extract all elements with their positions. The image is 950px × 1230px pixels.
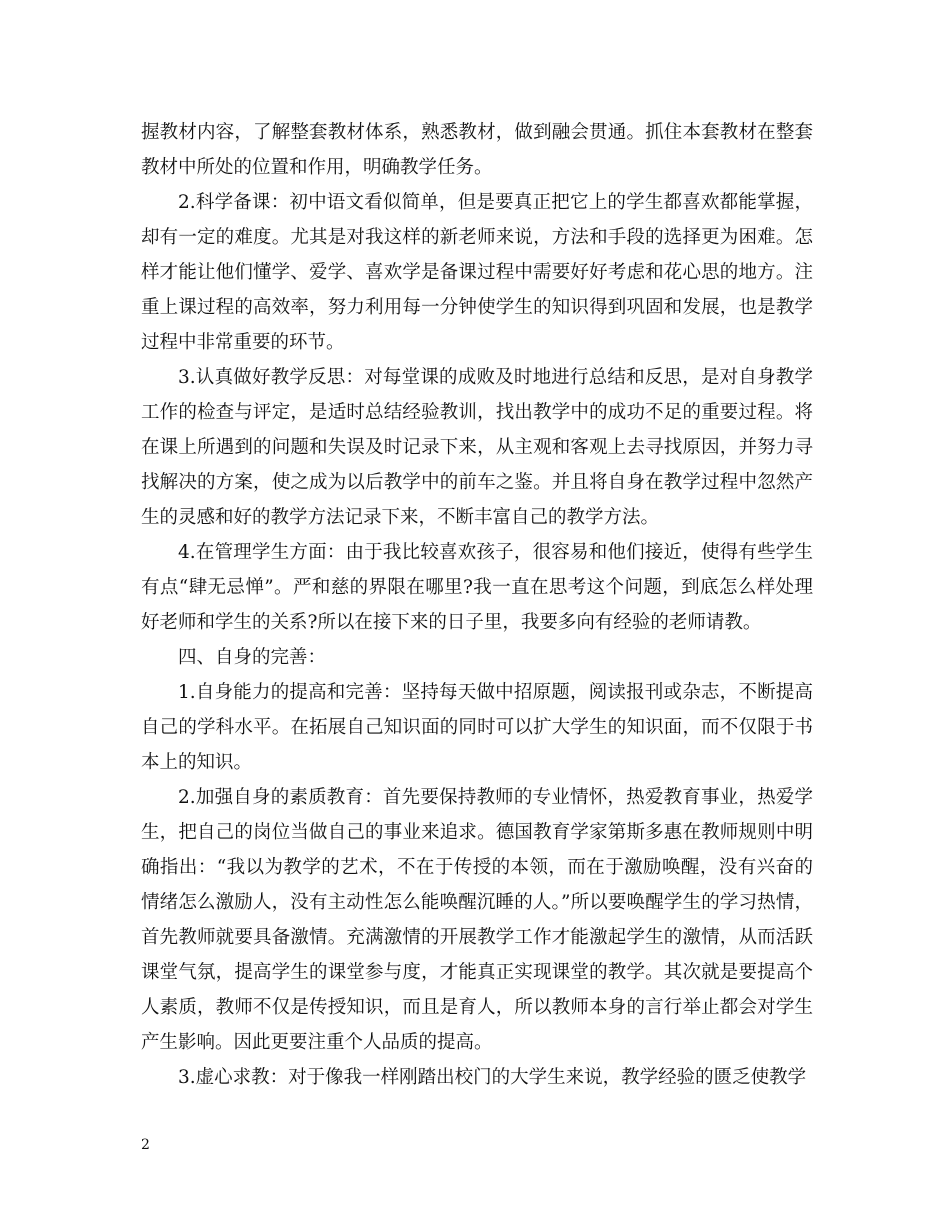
paragraph: 4.在管理学生方面：由于我比较喜欢孩子，很容易和他们接近，使得有些学生有点“肆无忌惮”。严和慈的界限在哪里?我一直在思考这个问题，到底怎么样处理好老师和学生的关系?所以在接下来的日子里，我要多向有经验的老师请教。	[141, 542, 813, 633]
paragraph: 2.科学备课：初中语文看似简单，但是要真正把它上的学生都喜欢都能掌握，却有一定的难度。尤其是对我这样的新老师来说，方法和手段的选择更为困难。怎样才能让他们懂学、爱学、喜欢学是备课过程中需要好好考虑和花心思的地方。注重上课过程的高效率，努力利用每一分钟使学生的知识得到巩固和发展，也是教学过程中非常重要的环节。	[141, 192, 813, 353]
section-heading: 四、自身的完善：	[178, 647, 327, 668]
paragraph: 3.虚心求教：对于像我一样刚踏出校门的大学生来说，教学经验的匮乏使教学	[178, 1067, 807, 1088]
paragraph: 2.加强自身的素质教育：首先要保持教师的专业情怀，热爱教育事业，热爱学生，把自己的岗位当做自己的事业来追求。德国教育学家第斯多惠在教师规则中明确指出：“我以为教学的艺术，不在于传授的本领，而在于激励唤醒，没有兴奋的情绪怎么激励人，没有主动性怎么能唤醒沉睡的人。”所以要唤醒学生的学习热情，首先教师就要具备激情。充满激情的开展教学工作才能激起学生的激情，从而活跃课堂气氛，提高学生的课堂参与度，才能真正实现课堂的教学。其次就是要提高个人素质，教师不仅是传授知识，而且是育人，所以教师本身的言行举止都会对学生产生影响。因此更要注重个人品质的提高。	[141, 787, 813, 1053]
page-number: 2	[141, 1137, 150, 1153]
paragraph: 3.认真做好教学反思：对每堂课的成败及时地进行总结和反思，是对自身教学工作的检查与评定，是适时总结经验教训，找出教学中的成功不足的重要过程。将在课上所遇到的问题和失误及时记录下来，从主观和客观上去寻找原因，并努力寻找解决的方案，使之成为以后教学中的前车之鉴。并且将自身在教学过程中忽然产生的灵感和好的教学方法记录下来，不断丰富自己的教学方法。	[141, 367, 813, 528]
document-body	[141, 115, 813, 1095]
paragraph: 1.自身能力的提高和完善：坚持每天做中招原题，阅读报刊或杂志，不断提高自己的学科水平。在拓展自己知识面的同时可以扩大学生的知识面，而不仅限于书本上的知识。	[141, 682, 813, 773]
paragraph: 握教材内容，了解整套教材体系，熟悉教材，做到融会贯通。抓住本套教材在整套教材中所处的位置和作用，明确教学任务。	[141, 122, 813, 178]
